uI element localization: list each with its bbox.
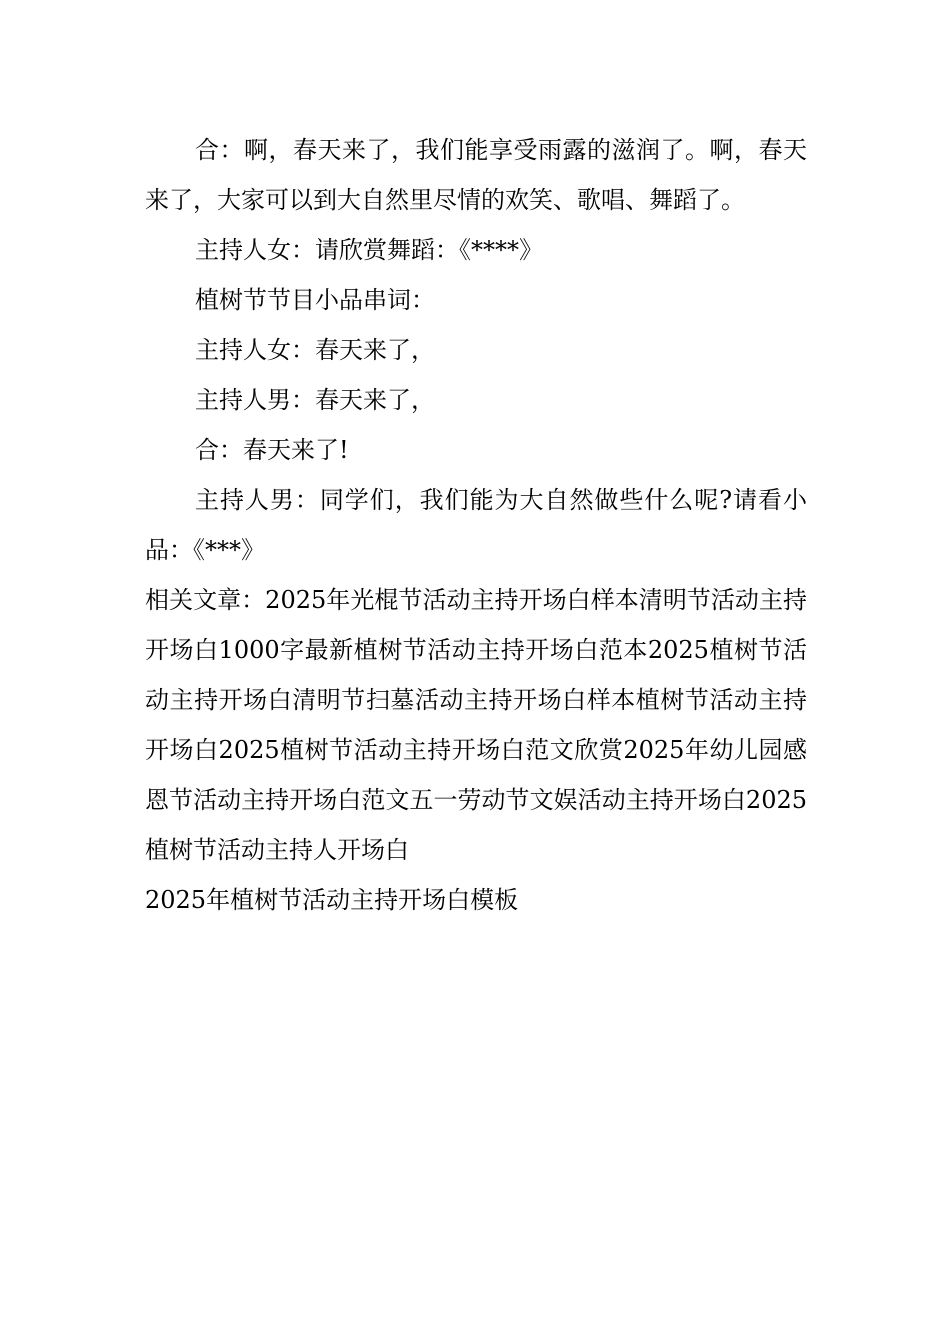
paragraph-host-male-skit: 主持人男：同学们，我们能为大自然做些什么呢?请看小品：《***》 [145,486,807,564]
paragraph-skit-heading: 植树节节目小品串词： [195,286,435,314]
footer-article-title: 2025年植树节活动主持开场白模板 [145,886,519,914]
paragraph-chorus-spring: 合：啊，春天来了，我们能享受雨露的滋润了。啊，春天来了，大家可以到大自然里尽情的欢笑、歌唱、舞蹈了。 [145,136,807,214]
paragraph-host-female-spring: 主持人女：春天来了， [195,336,435,364]
paragraph-host-female-dance: 主持人女：请欣赏舞蹈：《****》 [195,236,543,264]
document-page [145,125,807,925]
paragraph-host-male-spring: 主持人男：春天来了， [195,386,435,414]
related-articles-link[interactable]: 相关文章：2025年光棍节活动主持开场白样本清明节活动主持开场白1000字最新植树节活动主持开场白范本2025植树节活动主持开场白清明节扫墓活动主持开场白样本植树节活动主持开场白2025植树节活动主持开场白范文欣赏2025年幼儿园感恩节活动主持开场白范文五一劳动节文娱活动主持开场白2025植树节活动主持人开场白 [145,586,807,864]
paragraph-chorus-spring-short: 合：春天来了! [195,436,349,464]
